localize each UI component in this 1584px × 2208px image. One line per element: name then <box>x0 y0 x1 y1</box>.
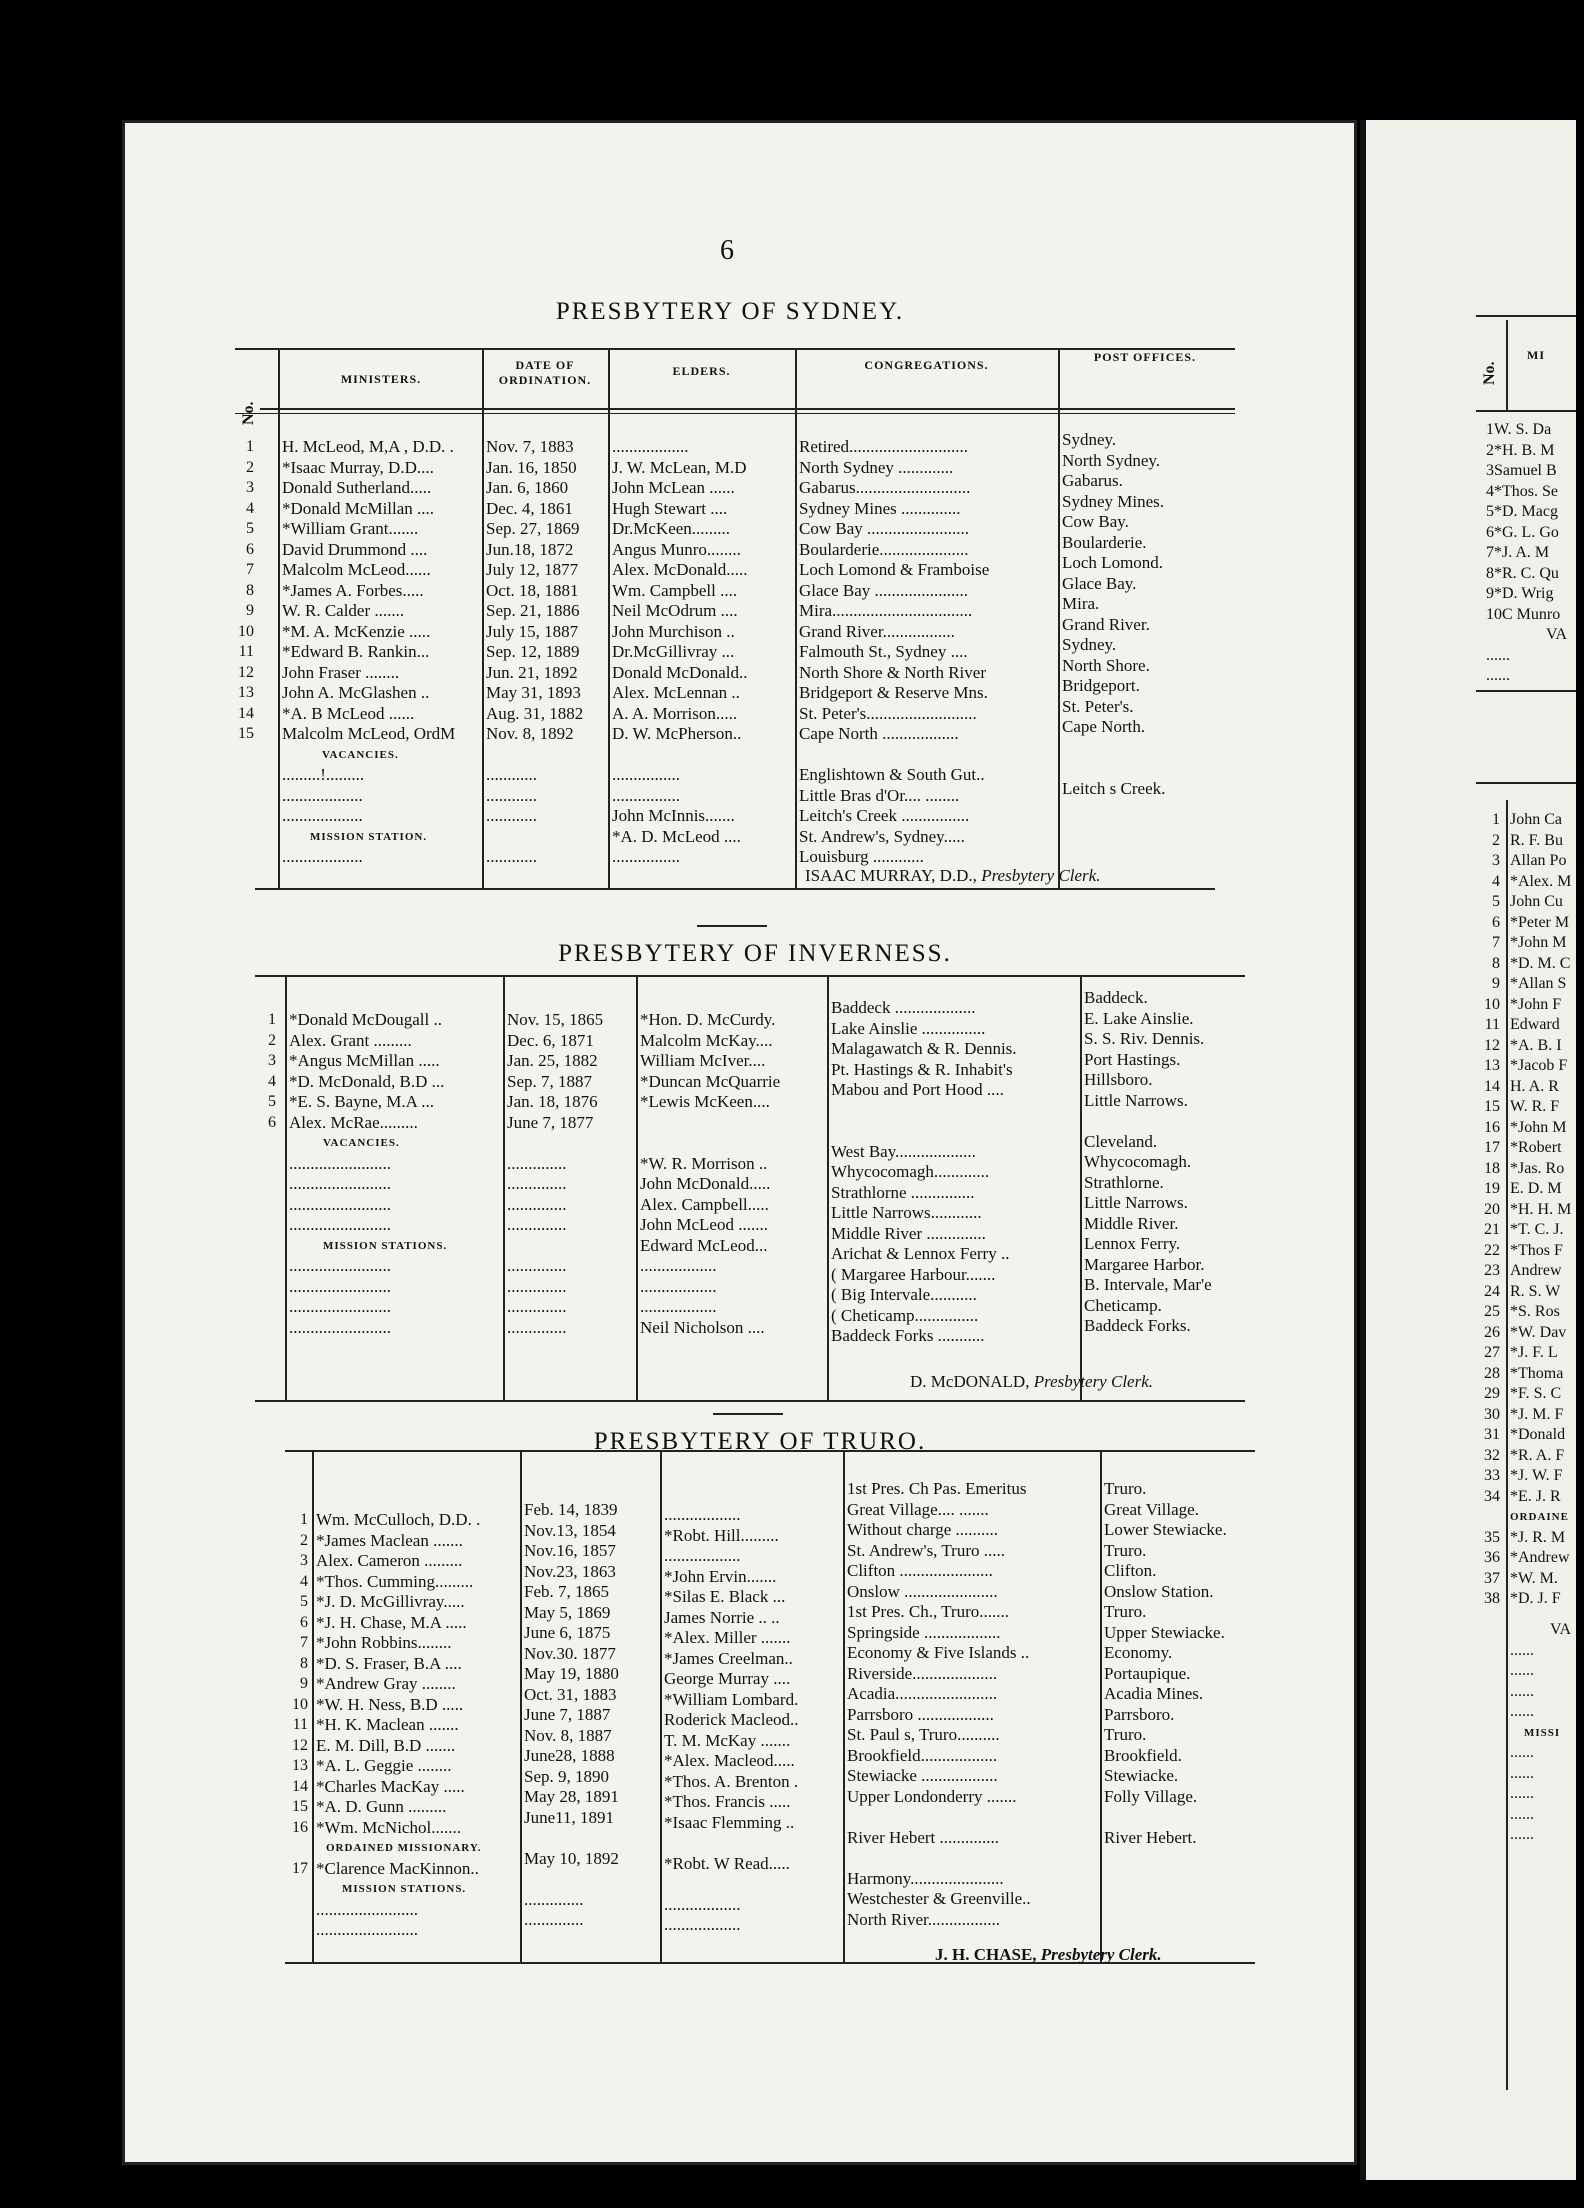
sydney-date-header: DATE OF ORDINATION. <box>498 358 592 387</box>
sydney-post-offices-column: Sydney. North Sydney. Gabarus. Sydney Mines. Cow Bay. Boularderie. Loch Lomond. Glace Bay. Mira. Grand River. Sydney. North Shore. Bridgeport. St. Peter's. Cape North. Leitch s Creek. <box>1062 430 1166 798</box>
sydney-numbers: 1 2 3 4 5 6 7 8 9 10 11 12 13 14 15 <box>238 438 254 742</box>
truro-title: PRESBYTERY OF TRURO. <box>593 1428 927 1455</box>
inverness-post-offices-column: Baddeck. E. Lake Ainslie. S. S. Riv. Dennis. Port Hastings. Hillsboro. Little Narrows. Cleveland. Whycocomagh. Strathlorne. Little Narrows. Middle River. Lennox Ferry. Margaree Harbor. B. Intervale, Mar'e Cheticamp. Baddeck Forks. <box>1084 988 1212 1335</box>
sydney-clerk: ISAAC MURRAY, D.D., Presbytery Clerk. <box>805 866 1101 885</box>
sydney-elders-header: ELDERS. <box>672 364 731 378</box>
sydney-congregations-column: Retired............................ North Sydney ............. Gabarus........................... Sydney Mines .............. Cow Bay ........................ Boularderie..................... Loch Lomond & Framboise Glace Bay ...................... Mira................................. Grand River................. Falmouth St., Sydney .... North Shore & North River Bridgeport & Reserve Mns. St. Peter's.......................... Cape North .................. Englishtown & South Gut.. Little Bras d'Or.... ........ Leitch's Creek ................ St. Andrew's, Sydney..... Louisburg ............ <box>799 437 990 866</box>
inverness-dates-column: Nov. 15, 1865 Dec. 6, 1871 Jan. 25, 1882 Sep. 7, 1887 Jan. 18, 1876 June 7, 1877 .............. .............. .............. .............. .............. .............. .............. .............. <box>507 1010 604 1337</box>
facing-top-list: 1W. S. Da 2*H. B. M 3Samuel B 4*Thos. Se 5*D. Macg 6*G. L. Go 7*J. A. M 8*R. C. Qu 9*D. Wrig 10C Munro VA ...... ...... <box>1486 421 1568 684</box>
truro-elders-column: .................. *Robt. Hill......... .................. *John Ervin....... *Silas E. Black ... James Norrie .. .. *Alex. Miller ....... *James Creelman.. George Murray .... *William Lombard. Roderick Macleod.. T. M. McKay ....... *Alex. Macleod..... *Thos. A. Brenton . *Thos. Francis ..... *Isaac Flemming .. *Robt. W Read..... .................. .................. <box>664 1505 799 1934</box>
facing-names: John Ca R. F. Bu Allan Po *Alex. M John Cu *Peter M *John M *D. M. C *Allan S *John F Edward *A. B. I *Jacob F H. A. R W. R. F *John M *Robert *Jas. Ro E. D. M *H. H. M *T. C. J. *Thos F Andrew R. S. W *S. Ros *W. Dav *J. F. L *Thoma *F. S. C *J. M. F *Donald *R. A. F *J. W. F *E. J. R ORDAINE *J. R. M *Andrew *W. M. *D. J. F <box>1510 811 1572 1607</box>
inverness-congregations-column: Baddeck ................... Lake Ainslie ............... Malagawatch & R. Dennis. Pt. Hastings & R. Inhabit's Mabou and Port Hood .... West Bay................... Whycocomagh............. Strathlorne ............... Little Narrows............ Middle River .............. Arichat & Lennox Ferry .. ( Margaree Harbour....... ( Big Intervale........... ( Cheticamp............... Baddeck Forks ........... <box>831 998 1017 1345</box>
page-number: 6 <box>720 235 734 266</box>
truro-ministers-column: Wm. McCulloch, D.D. . *James Maclean ....... Alex. Cameron ......... *Thos. Cumming......... *J. D. McGillivray..... *J. H. Chase, M.A ..... *John Robbins........ *D. S. Fraser, B.A .... *Andrew Gray ........ *W. H. Ness, B.D ..... *H. K. Maclean ....... E. M. Dill, B.D ....... *A. L. Geggie ........ *Charles MacKay ..... *A. D. Gunn ......... *Wm. McNichol....... ORDAINED MISSIONARY. *Clarence MacKinnon.. MISSION STATIONS. ........................ ........................ <box>316 1510 482 1939</box>
inverness-clerk: D. McDONALD, Presbytery Clerk. <box>910 1372 1153 1391</box>
facing-ministers-header: MI <box>1527 348 1545 362</box>
truro-dates-column: Feb. 14, 1839 Nov.13, 1854 Nov.16, 1857 Nov.23, 1863 Feb. 7, 1865 May 5, 1869 June 6, 1875 Nov.30. 1877 May 19, 1880 Oct. 31, 1883 June 7, 1887 Nov. 8, 1887 June28, 1888 Sep. 9, 1890 May 28, 1891 June11, 1891 May 10, 1892 .............. .............. <box>524 1500 619 1929</box>
truro-numbers: 1 2 3 4 5 6 7 8 9 10 11 12 13 14 15 16 17 <box>292 1511 308 1877</box>
inverness-ministers-column: *Donald McDougall .. Alex. Grant ......... *Angus McMillan ..... *D. McDonald, B.D ... *E. S. Bayne, M.A ... Alex. McRae......... VACANCIES. ........................ ........................ ........................ ........................ MISSION STATIONS. ........................ ........................ ........................ ........................ <box>289 1010 448 1337</box>
inverness-numbers: 1 2 3 4 5 6 <box>268 1011 276 1131</box>
inverness-title: PRESBYTERY OF INVERNESS. <box>558 940 952 967</box>
facing-numbers: 1 2 3 4 5 6 7 8 9 10 11 12 13 14 15 16 17 18 19 20 21 22 23 24 25 26 27 28 29 30 31 32 33 34 35 36 37 38 <box>1484 811 1500 1607</box>
sydney-congregations-header: CONGREGATIONS. <box>864 358 989 372</box>
sydney-title: PRESBYTERY OF SYDNEY. <box>555 298 905 325</box>
sydney-dates-column: Nov. 7, 1883 Jan. 16, 1850 Jan. 6, 1860 Dec. 4, 1861 Sep. 27, 1869 Jun.18, 1872 July 12, 1877 Oct. 18, 1881 Sep. 21, 1886 July 15, 1887 Sep. 12, 1889 Jun. 21, 1892 May 31, 1893 Aug. 31, 1882 Nov. 8, 1892 ............ ............ ............ ............ <box>486 437 584 866</box>
sydney-no-header: No. <box>240 401 257 425</box>
sydney-ministers-column: H. McLeod, M,A , D.D. . *Isaac Murray, D.D.... Donald Sutherland..... *Donald McMillan .... *William Grant....... David Drummond .... Malcolm McLeod...... *James A. Forbes..... W. R. Calder ....... *M. A. McKenzie ..... *Edward B. Rankin... John Fraser ........ John A. McGlashen .. *A. B McLeod ...... Malcolm McLeod, OrdM VACANCIES. .........!......... ................... ................... MISSION STATION. ................... <box>282 437 456 866</box>
facing-no-header: No. <box>1481 361 1498 385</box>
facing-page <box>1360 120 1576 2180</box>
inverness-elders-column: *Hon. D. McCurdy. Malcolm McKay.... William McIver.... *Duncan McQuarrie *Lewis McKeen.... *W. R. Morrison .. John McDonald..... Alex. Campbell..... John McLeod ....... Edward McLeod... .................. .................. .................. Neil Nicholson .... <box>640 1010 781 1337</box>
sydney-post-header: POST OFFICES. <box>1093 350 1197 364</box>
truro-clerk: J. H. CHASE, Presbytery Clerk. <box>935 1945 1162 1964</box>
sydney-ministers-header: MINISTERS. <box>340 372 422 386</box>
truro-post-offices-column: Truro. Great Village. Lower Stewiacke. Truro. Clifton. Onslow Station. Truro. Upper Stewiacke. Economy. Portaupique. Acadia Mines. Parrsboro. Truro. Brookfield. Stewiacke. Folly Village. River Hebert. <box>1104 1479 1227 1847</box>
truro-congregations-column: 1st Pres. Ch Pas. Emeritus Great Village.... ....... Without charge .......... St. Andrew's, Truro ..... Clifton ...................... Onslow ...................... 1st Pres. Ch., Truro....... Springside .................. Economy & Five Islands .. Riverside.................... Acadia........................ Parrsboro .................. St. Paul s, Truro.......... Brookfield.................. Stewiacke .................. Upper Londonderry ....... River Hebert .............. Harmony...................... Westchester & Greenville.. North River................. <box>847 1479 1031 1929</box>
sydney-elders-column: .................. J. W. McLean, M.D John McLean ...... Hugh Stewart .... Dr.McKeen......... Angus Munro........ Alex. McDonald..... Wm. Campbell .... Neil McOdrum .... John Murchison .. Dr.McGillivray ... Donald McDonald.. Alex. McLennan .. A. A. Morrison..... D. W. McPherson.. ................ ................ John McInnis....... *A. D. McLeod .... ................ <box>612 437 748 866</box>
facing-bottom: VA ...... ...... ...... ...... MISSI ...... ...... ...... ...... ...... <box>1510 1621 1572 1843</box>
